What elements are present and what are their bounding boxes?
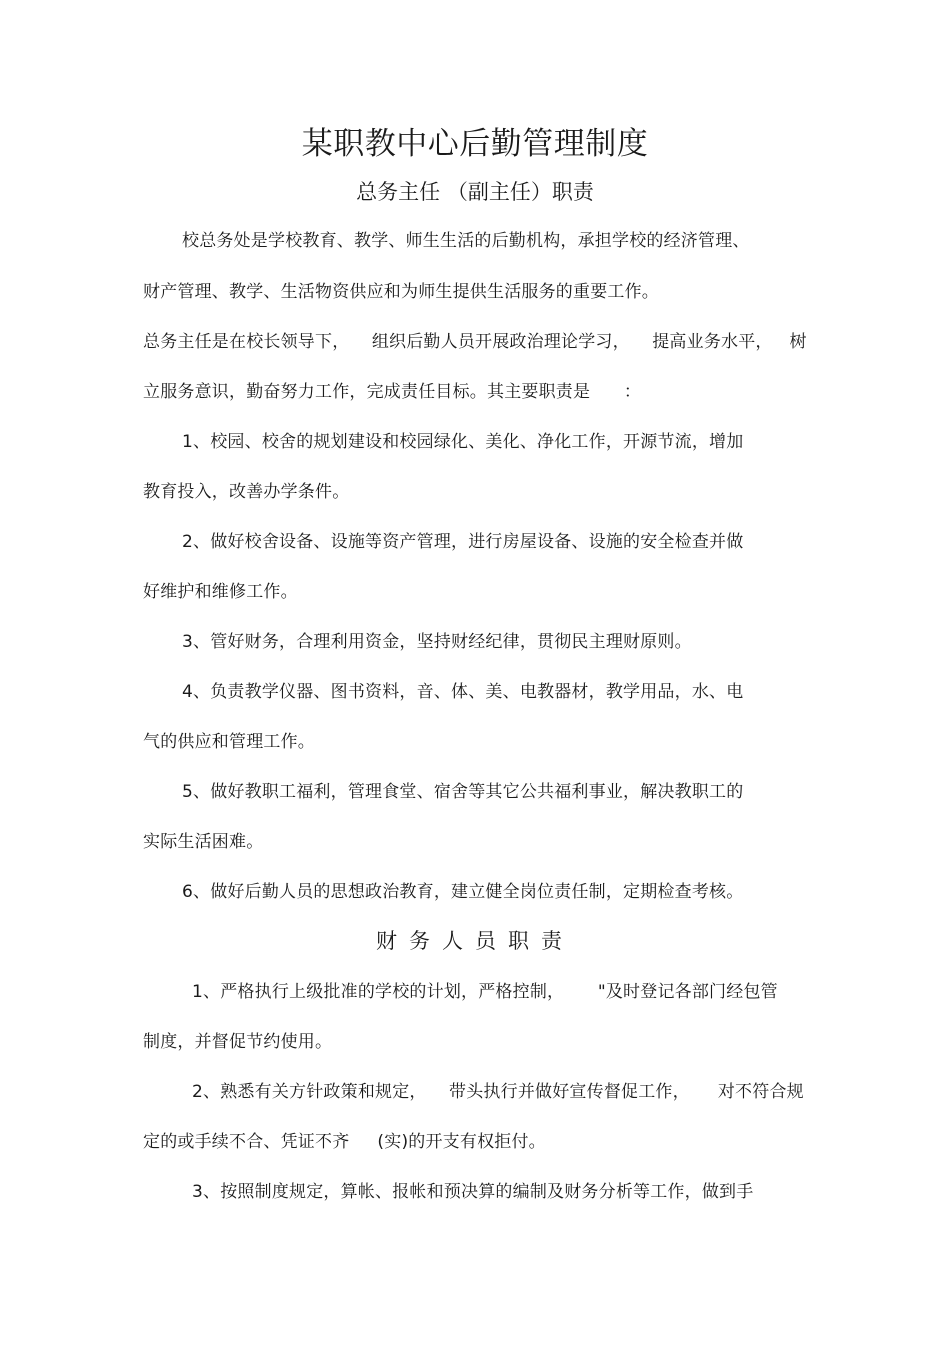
list-item-line: 5、做好教职工福利，管理食堂、宿舍等其它公共福利事业，解决教职工的 (182, 782, 744, 802)
list-item-line: 实际生活困难。 (143, 832, 264, 852)
list-item-line: 2、做好校舍设备、设施等资产管理，进行房屋设备、设施的安全检查并做 (182, 532, 744, 552)
document-title: 某职教中心后勤管理制度 (301, 126, 649, 162)
paragraph-line: 总务主任是在校长领导下， 组织后勤人员开展政治理论学习， 提高业务水平， 树 (143, 332, 807, 352)
list-item-line: 2、熟悉有关方针政策和规定， 带头执行并做好宣传督促工作， 对不符合规 (192, 1082, 804, 1102)
list-item-line: 3、管好财务，合理利用资金，坚持财经纪律，贯彻民主理财原则。 (182, 632, 692, 652)
list-item-line: 气的供应和管理工作。 (143, 732, 315, 752)
section-heading-finance-duties: 财务人员职责 (376, 929, 574, 953)
list-item-line: 1、校园、校舍的规划建设和校园绿化、美化、净化工作，开源节流，增加 (182, 432, 744, 452)
list-item-line: 教育投入，改善办学条件。 (143, 482, 350, 502)
list-item-line: 好维护和维修工作。 (143, 582, 298, 602)
list-item-line: 1、严格执行上级批准的学校的计划，严格控制， "及时登记各部门经包管 (192, 982, 778, 1002)
paragraph-line: 财产管理、教学、生活物资供应和为师生提供生活服务的重要工作。 (143, 282, 659, 302)
paragraph-line: 立服务意识，勤奋努力工作，完成责任目标。其主要职责是 ： (143, 382, 642, 402)
list-item-line: 定的或手续不合、凭证不齐 (实)的开支有权拒付。 (143, 1132, 546, 1152)
list-item-line: 制度，并督促节约使用。 (143, 1032, 333, 1052)
list-item-line: 3、按照制度规定，算帐、报帐和预决算的编制及财务分析等工作，做到手 (192, 1182, 754, 1202)
list-item-line: 4、负责教学仪器、图书资料，音、体、美、电教器材，教学用品，水、电 (182, 682, 744, 702)
paragraph-line: 校总务处是学校教育、教学、师生生活的后勤机构，承担学校的经济管理、 (182, 231, 750, 251)
section-heading-director-duties: 总务主任 （副主任）职责 (356, 180, 594, 204)
list-item-line: 6、做好后勤人员的思想政治教育，建立健全岗位责任制，定期检查考核。 (182, 882, 744, 902)
